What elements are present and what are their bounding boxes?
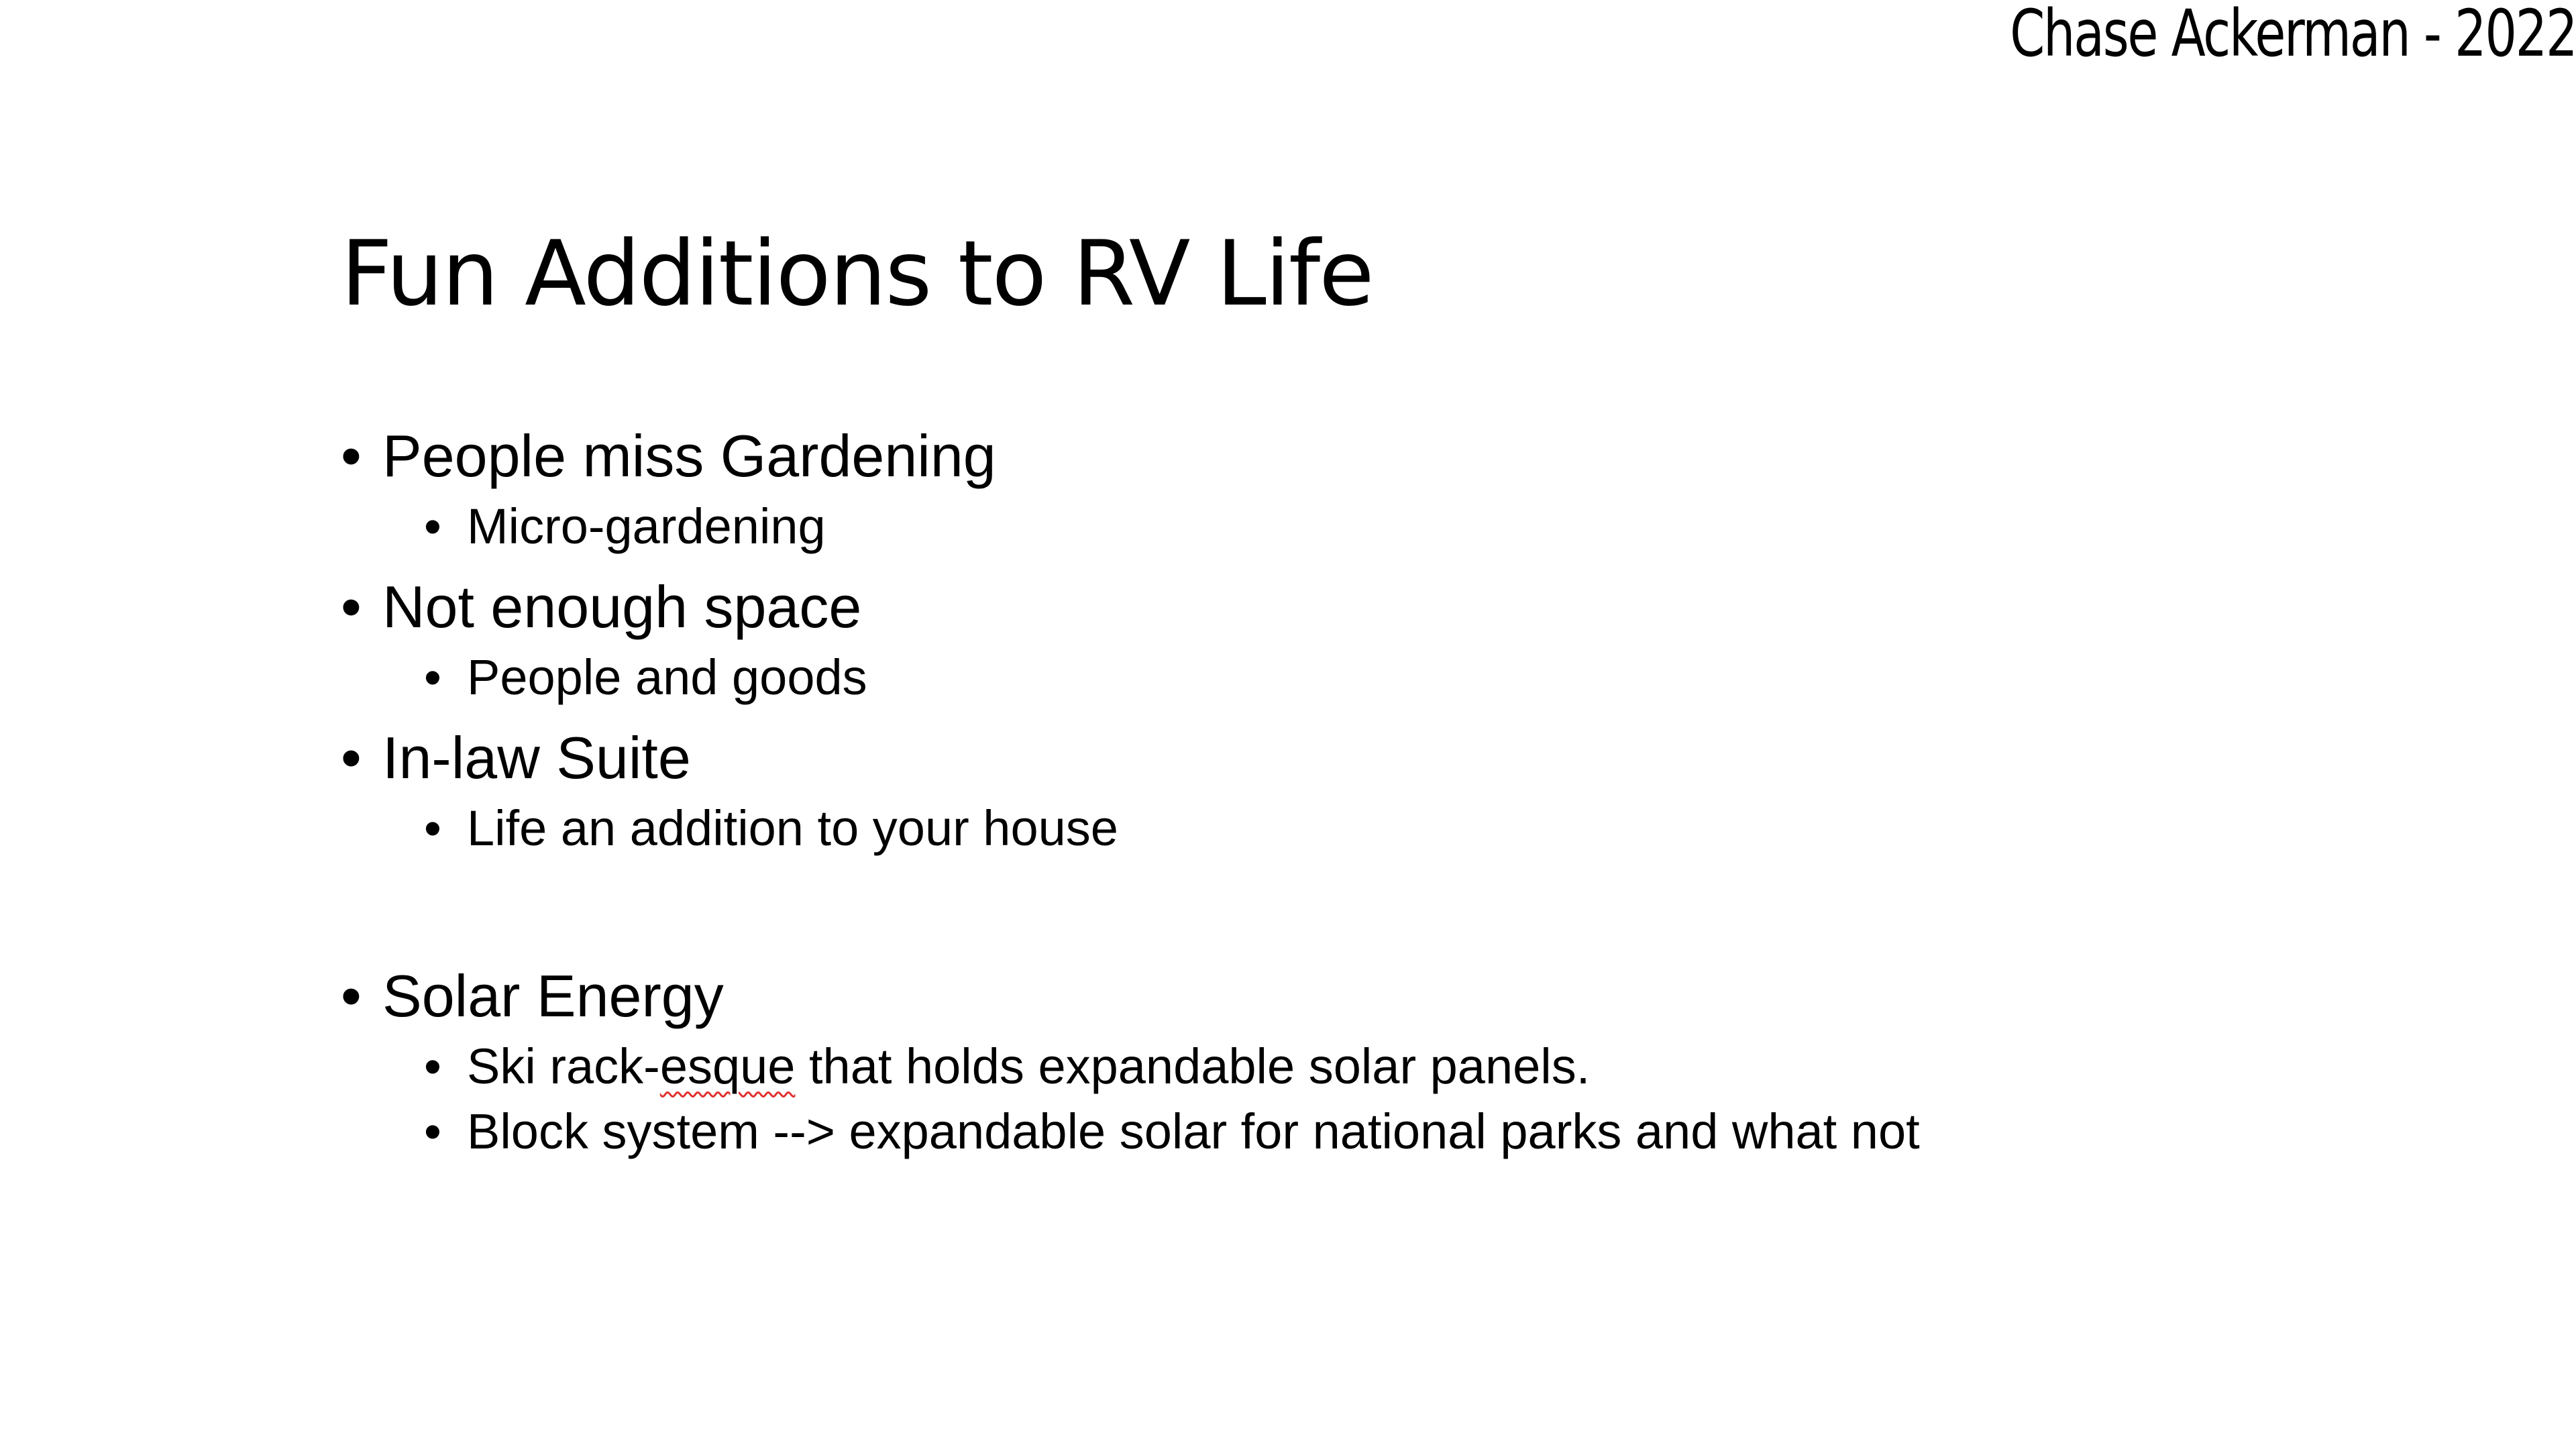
bullet-icon: • [424, 498, 441, 554]
bullet-icon: • [341, 963, 362, 1029]
bullet-icon: • [424, 1038, 441, 1094]
bullet-icon: • [341, 423, 362, 489]
bullet-icon: • [341, 724, 362, 791]
sub-bullet-text: Block system --> expandable solar for national parks and what not [467, 1104, 1920, 1159]
sub-bullet-text: People and goods [467, 649, 867, 705]
bullet-icon: • [424, 1104, 441, 1159]
slide-title: Fun Additions to RV Life [341, 221, 1373, 326]
bullet-text: In-law Suite [382, 724, 691, 791]
bullet-icon: • [424, 649, 441, 705]
author-watermark: Chase Ackerman - 2022 [2009, 0, 2576, 71]
sub-bullet-text: Micro-gardening [467, 498, 826, 554]
bullet-text: Solar Energy [382, 963, 724, 1029]
bullet-text: Not enough space [382, 574, 862, 640]
text-segment: Ski rack- [467, 1038, 660, 1094]
sub-bullet-text [467, 1036, 1590, 1097]
sub-bullet-text: Life an addition to your house [467, 800, 1118, 856]
spellcheck-flagged-word: esque [659, 1038, 796, 1094]
text-segment: that holds expandable solar panels. [795, 1038, 1591, 1094]
bullet-icon: • [341, 574, 362, 640]
bullet-icon: • [424, 800, 441, 856]
bullet-text: People miss Gardening [382, 423, 996, 489]
